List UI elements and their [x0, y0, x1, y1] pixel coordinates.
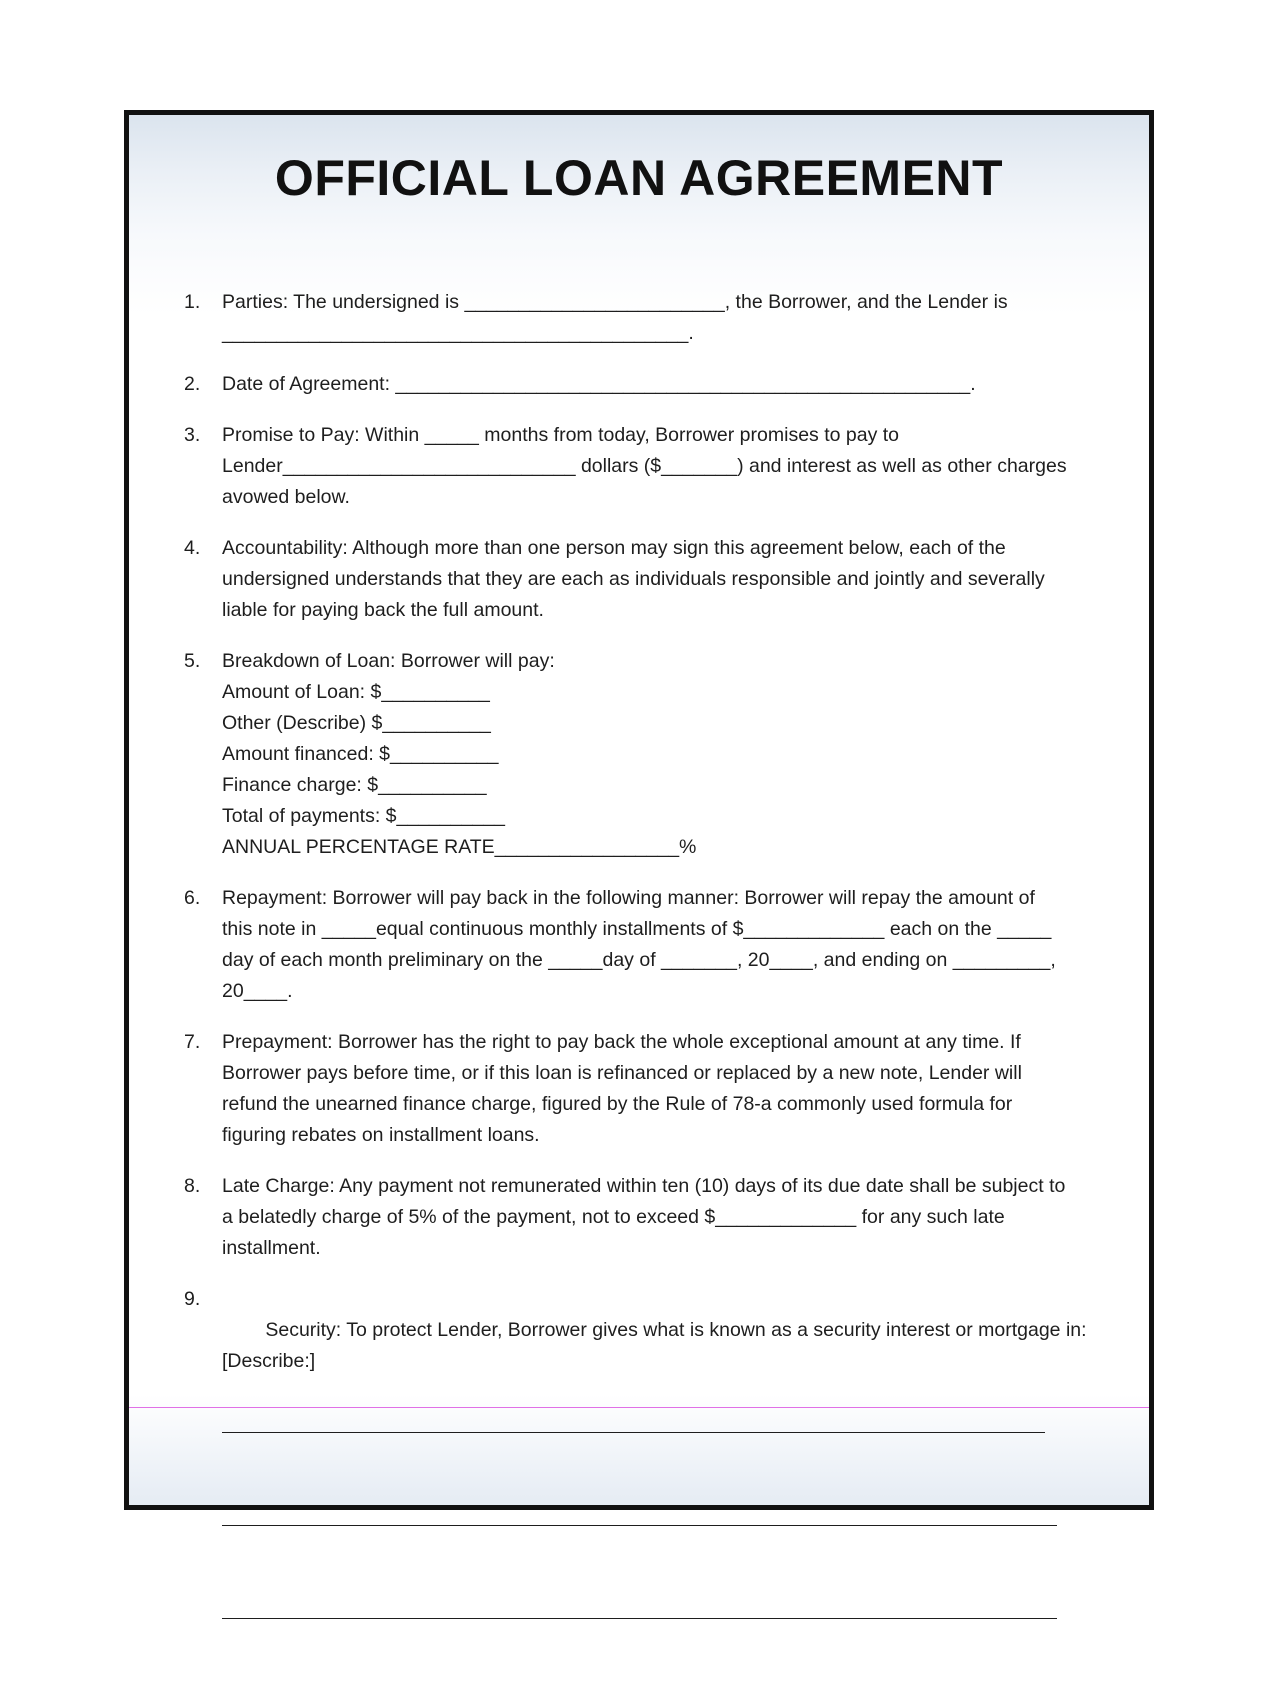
- clause-number: 5.: [184, 650, 201, 672]
- clause-parties: [184, 287, 1134, 349]
- security-description-line[interactable]: [222, 1501, 1057, 1532]
- clause-number: 6.: [184, 887, 201, 909]
- clause-number: 8.: [184, 1175, 201, 1197]
- clause-number: 7.: [184, 1031, 201, 1053]
- clause-number: 2.: [184, 373, 201, 395]
- security-description-line[interactable]: [222, 1408, 1045, 1439]
- clause-text: Late Charge: Any payment not remunerated within ten (10) days of its due date shall be subject to a belatedly charge of 5% of the payment, not to exceed $_____________ for any such late installment.: [222, 1175, 1066, 1259]
- clause-promise-to-pay: [184, 420, 1134, 513]
- clause-number: 1.: [184, 291, 201, 313]
- clause-accountability: [184, 533, 1134, 626]
- clause-late-charge: [184, 1171, 1134, 1264]
- clause-text: Breakdown of Loan: Borrower will pay: Amount of Loan: $__________ Other (Describe) $__________ Amount financed: $__________ Finance charge: $__________ Total of payments: $__________ ANNUAL PERCENTAGE RATE_________________%: [222, 650, 697, 858]
- clause-number: 4.: [184, 537, 201, 559]
- clause-security: [184, 1284, 1134, 1687]
- clause-prepayment: [184, 1027, 1134, 1151]
- document-title: OFFICIAL LOAN AGREEMENT: [274, 150, 1004, 206]
- clause-text: Date of Agreement: _____________________________________________________.: [222, 373, 976, 395]
- clause-text: Prepayment: Borrower has the right to pay back the whole exceptional amount at any time. If Borrower pays before time, or if this loan is refinanced or replaced by a new note, Lender will refund the unearned finance charge, figured by the Rule of 78-a commonly used formula for figuring rebates on installment loans.: [222, 1031, 1022, 1146]
- clause-date-of-agreement: [184, 369, 1134, 400]
- clause-text: Repayment: Borrower will pay back in the following manner: Borrower will repay the amount of this note in _____equal continuous monthly installments of $_____________ each on the _____ day of each month preliminary on the _____day of _______, 20____, and ending on _________, 20____.: [222, 887, 1056, 1002]
- clause-security-body: [222, 1284, 1134, 1687]
- clause-text: Promise to Pay: Within _____ months from today, Borrower promises to pay to Lender___________________________ dollars ($_______) and interest as well as other charges avowed below.: [222, 424, 1067, 508]
- security-description-line[interactable]: [222, 1594, 1057, 1625]
- accent-divider: [129, 1407, 1149, 1408]
- clause-breakdown-of-loan: [184, 646, 1134, 863]
- clause-repayment: [184, 883, 1134, 1007]
- clause-number: 3.: [184, 424, 201, 446]
- clause-number: 9.: [184, 1288, 201, 1310]
- clause-text: Accountability: Although more than one person may sign this agreement below, each of the undersigned understands that they are each as individuals responsible and jointly and severally liable for paying back the full amount.: [222, 537, 1045, 621]
- document-frame: [124, 110, 1154, 1510]
- clause-text: Parties: The undersigned is ________________________, the Borrower, and the Lender is ___________________________________________.: [222, 291, 1008, 344]
- clause-text: Security: To protect Lender, Borrower gives what is known as a security interest or mortgage in: [Describe:]: [222, 1319, 1087, 1372]
- clause-list: [184, 287, 1134, 1707]
